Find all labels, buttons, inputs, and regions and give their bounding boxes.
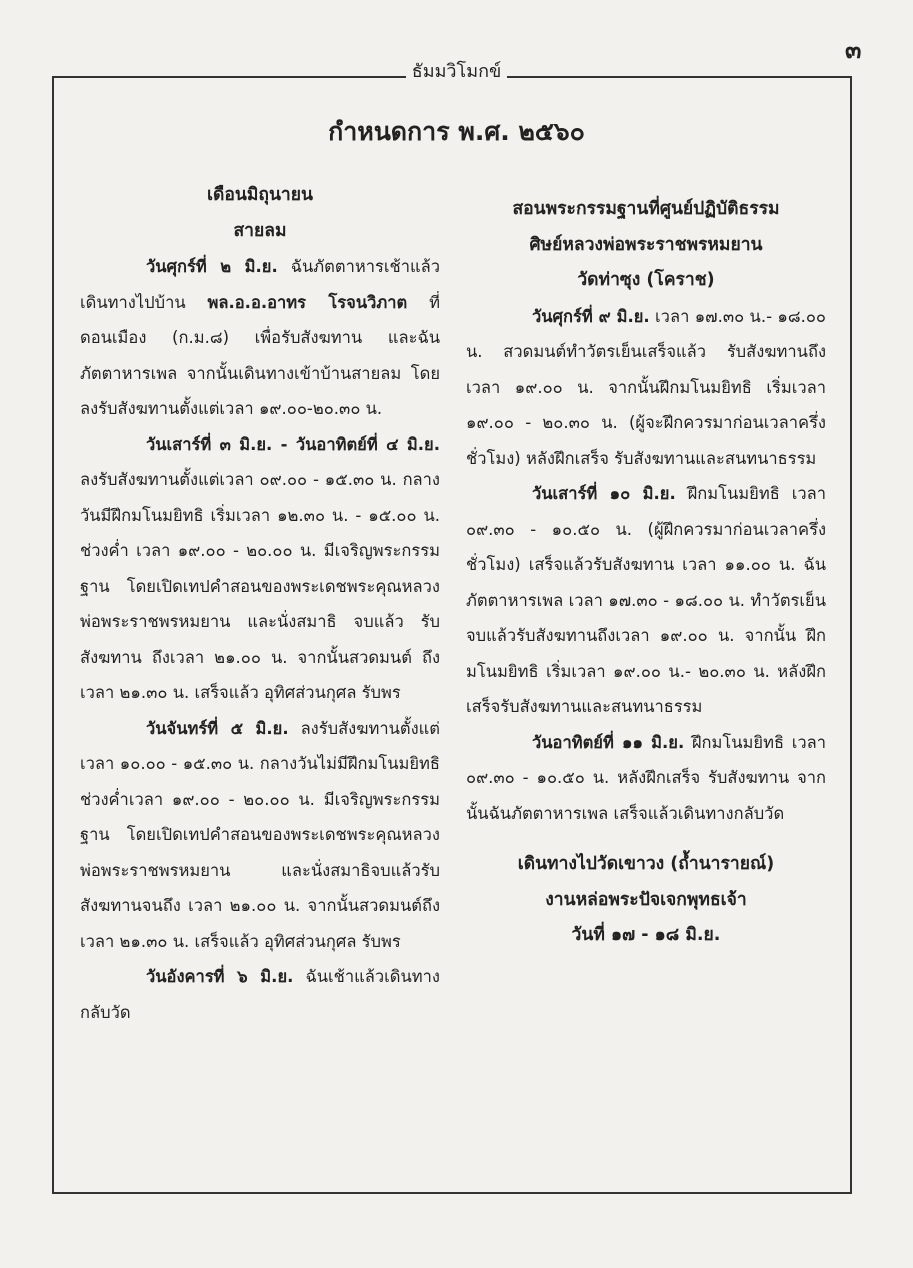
trip-title: เดินทางไปวัดเขาวง (ถ้ำนารายณ์) [517,854,775,874]
section-heading-line: วัดท่าซุง (โคราช) [577,270,715,290]
place-heading: สายลม [233,220,287,241]
schedule-entry: วันเสาร์ที่ ๑๐ มิ.ย. ฝึกมโนมยิทธิ เวลา ๐๙.๓๐ - ๑๐.๕๐ น. (ผู้ฝึกควรมาก่อนเวลาครึ่งชั่วโมง) เสร็จแล้วรับสังฆทาน เวลา ๑๑.๐๐ น. ฉันภัตตาหารเพล เวลา ๑๗.๓๐ - ๑๘.๐๐ น. ทำวัตรเย็น จบแล้วรับสังฆทานถึงเวลา ๑๙.๐๐ น. จากนั้น ฝึกมโนมยิทธิ เริ่มเวลา ๑๙.๐๐ น.- ๒๐.๓๐ น. หลังฝึกเสร็จรับสังฆทานและสนทนาธรรม [466,484,826,716]
page-title: กำหนดการ พ.ศ. ๒๕๖๐ [328,117,585,146]
section-heading-line: สอนพระกรรมฐานที่ศูนย์ปฏิบัติธรรม [512,199,780,219]
trip-section [466,847,826,954]
entry-date: วันศุกร์ที่ ๙ มิ.ย. [532,306,650,326]
entry-date: วันอาทิตย์ที่ ๑๑ มิ.ย. [532,732,685,752]
trip-date: วันที่ ๑๗ - ๑๘ มิ.ย. [571,925,721,945]
schedule-entry: วันอังคารที่ ๖ มิ.ย. ฉันเช้าแล้วเดินทางกลับวัด [80,967,440,1022]
schedule-entry: วันศุกร์ที่ ๙ มิ.ย. เวลา ๑๗.๓๐ น.- ๑๘.๐๐ น. สวดมนต์ทำวัตรเย็นเสร็จแล้ว รับสังฆทานถึงเวลา ๑๙.๐๐ น. จากนั้นฝึกมโนมยิทธิ เริ่มเวลา ๑๙.๐๐ - ๒๐.๓๐ น. (ผู้จะฝึกควรมาก่อนเวลาครึ่งชั่วโมง) หลังฝึกเสร็จ รับสังฆทานและสนทนาธรรม [466,306,826,468]
trip-event: งานหล่อพระปัจเจกพุทธเจ้า [545,889,747,910]
entry-date: วันศุกร์ที่ ๒ มิ.ย. [146,257,278,276]
page-number: ๓ [845,36,862,64]
left-column [80,178,440,1030]
schedule-entry: วันจันทร์ที่ ๕ มิ.ย. ลงรับสังฆทานตั้งแต่ เวลา ๑๐.๐๐ - ๑๕.๓๐ น. กลางวันไม่มีฝึกมโนมยิทธิ ช่วงค่ำเวลา ๑๙.๐๐ - ๒๐.๐๐ น. มีเจริญพระกรรมฐาน โดยเปิดเทปคำสอนของพระเดชพระคุณหลวงพ่อพระราชพรหมยาน และนั่งสมาธิจบแล้วรับสังฆทานจนถึง เวลา ๒๑.๐๐ น. จากนั้นสวดมนต์ถึงเวลา ๒๑.๓๐ น. เสร็จแล้ว อุทิศส่วนกุศล รับพร [80,718,440,951]
running-header: ธัมมวิโมกข์ [0,56,913,85]
month-heading: เดือนมิถุนายน [207,185,313,205]
schedule-entry: วันเสาร์ที่ ๓ มิ.ย. - วันอาทิตย์ที่ ๔ มิ.ย. ลงรับสังฆทานตั้งแต่เวลา ๐๙.๐๐ - ๑๕.๓๐ น. กลางวันมีฝึกมโนมยิทธิ เริ่มเวลา ๑๒.๓๐ น. - ๑๕.๐๐ น. ช่วงค่ำ เวลา ๑๙.๐๐ - ๒๐.๐๐ น. มีเจริญพระกรรมฐาน โดยเปิดเทปคำสอนของพระเดชพระคุณหลวงพ่อพระราชพรหมยาน และนั่งสมาธิ จบแล้ว รับสังฆทาน ถึงเวลา ๒๑.๐๐ น. จากนั้นสวดมนต์ ถึงเวลา ๒๑.๓๐ น. เสร็จแล้ว อุทิศส่วนกุศล รับพร [80,434,440,702]
schedule-entry: วันศุกร์ที่ ๒ มิ.ย. ฉันภัตตาหารเช้าแล้วเดินทางไปบ้าน พล.อ.อ.อาทร โรจนวิภาต ที่ดอนเมือง (ก.ม.๘) เพื่อรับสังฆทาน และฉันภัตตาหารเพล จากนั้นเดินทางเข้าบ้านสายลม โดยลงรับสังฆทานตั้งแต่เวลา ๑๙.๐๐-๒๐.๓๐ น. [80,257,440,418]
entry-date: วันเสาร์ที่ ๑๐ มิ.ย. [532,484,676,503]
host-name: พล.อ.อ.อาทร โรจนวิภาต [207,292,408,312]
entry-date: วันเสาร์ที่ ๓ มิ.ย. - วันอาทิตย์ที่ ๔ มิ.ย. [146,434,440,454]
right-column [466,178,826,954]
section-heading-line: ศิษย์หลวงพ่อพระราชพรหมยาน [529,234,763,255]
entry-date: วันอังคารที่ ๖ มิ.ย. [146,967,294,986]
section-heading [466,192,826,299]
schedule-entry: วันอาทิตย์ที่ ๑๑ มิ.ย. ฝึกมโนมยิทธิ เวลา ๐๙.๓๐ - ๑๐.๕๐ น. หลังฝึกเสร็จ รับสังฆทาน จากนั้นฉันภัตตาหารเพล เสร็จแล้วเดินทางกลับวัด [466,732,826,823]
entry-date: วันจันทร์ที่ ๕ มิ.ย. [146,718,289,738]
